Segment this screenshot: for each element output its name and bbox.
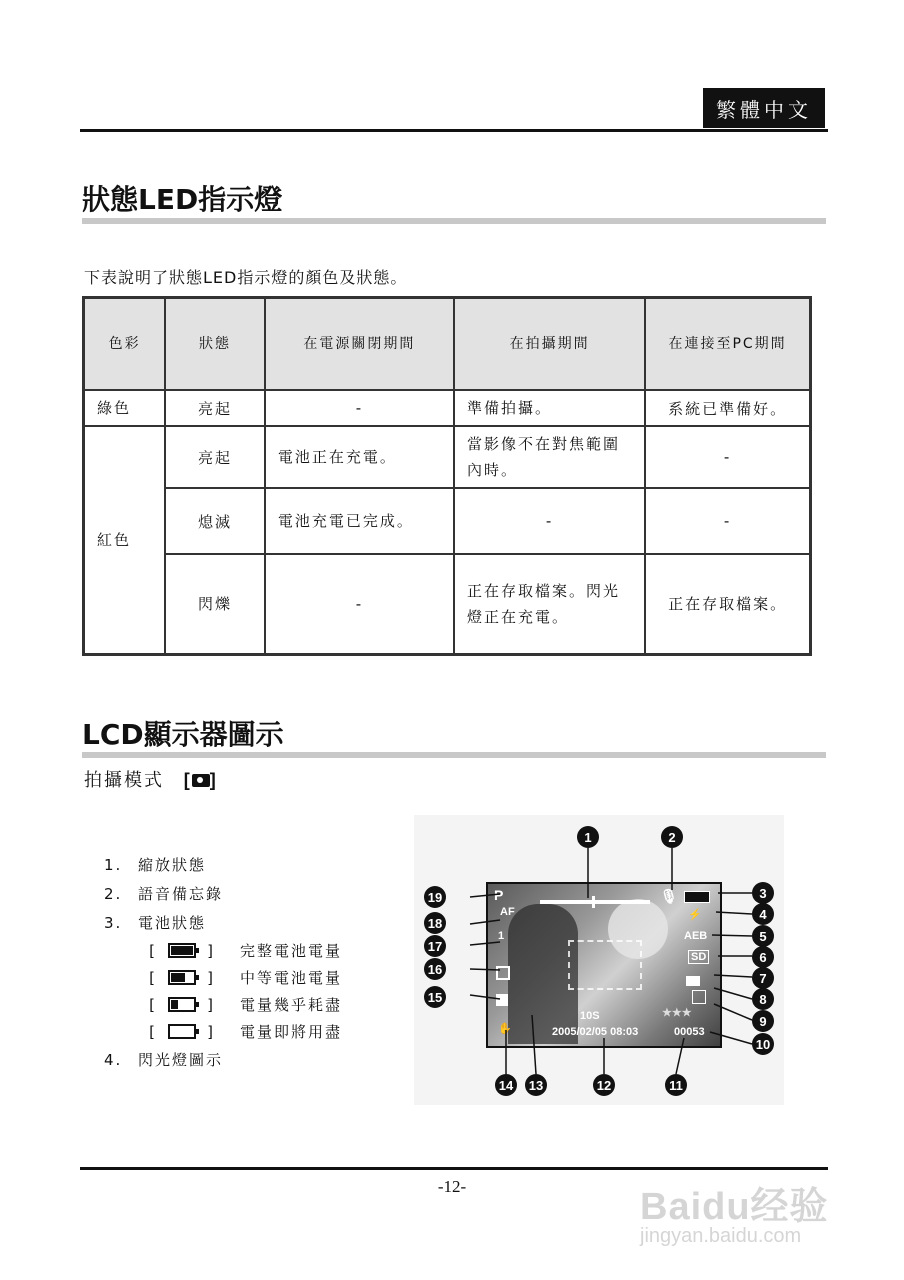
- led-status-table: [82, 296, 812, 656]
- battery-label: 完整電池電量: [240, 942, 343, 960]
- callout-15: 15: [424, 986, 446, 1008]
- af-indicator: AF: [500, 906, 515, 918]
- callout-16: 16: [424, 958, 446, 980]
- cell-power-off: 電池充電已完成。: [265, 488, 454, 554]
- table-row: [84, 554, 811, 654]
- battery-state-row: [104, 1018, 342, 1045]
- sd-card-icon: SD: [688, 950, 709, 964]
- capture-mode-subtitle: [84, 766, 218, 792]
- icon-list: [104, 850, 342, 1074]
- callout-2: 2: [661, 826, 683, 848]
- bracket: [: [149, 968, 157, 987]
- camera-icon: [192, 774, 210, 787]
- zoom-bar: [540, 900, 650, 904]
- callout-10: 10: [752, 1033, 774, 1055]
- list-label: 電池狀態: [138, 914, 207, 932]
- cell-pc: 系統已準備好。: [645, 390, 810, 426]
- header-color: 色彩: [84, 298, 166, 391]
- stabilizer-hand-icon: ✋: [498, 1023, 512, 1035]
- header-shooting: 在拍攝期間: [454, 298, 645, 391]
- cell-shooting: 準備拍攝。: [454, 390, 645, 426]
- cell-shooting: -: [454, 488, 645, 554]
- header-state: 狀態: [165, 298, 265, 391]
- cell-power-off: 電池正在充電。: [265, 426, 454, 488]
- callout-1: 1: [577, 826, 599, 848]
- lcd-section-title: LCD顯示器圖示: [82, 718, 284, 751]
- page-number: -12-: [437, 1177, 467, 1196]
- table-row: [84, 426, 811, 488]
- battery-label: 電量幾乎耗盡: [240, 996, 343, 1014]
- battery-low-icon: [168, 997, 196, 1012]
- bracket: ]: [207, 1022, 215, 1041]
- battery-full-icon: [168, 943, 196, 958]
- callout-8: 8: [752, 988, 774, 1010]
- callout-7: 7: [752, 967, 774, 989]
- list-item: [104, 1045, 342, 1074]
- white-balance-icon: [496, 994, 508, 1006]
- cell-pc: -: [645, 426, 810, 488]
- led-title-bar: [82, 218, 826, 224]
- table-row: [84, 390, 811, 426]
- cell-color-green: 綠色: [84, 390, 166, 426]
- callout-9: 9: [752, 1010, 774, 1032]
- bracket: ]: [207, 995, 215, 1014]
- quality-icon: [692, 990, 706, 1004]
- cell-shooting: 當影像不在對焦範圍內時。: [454, 426, 645, 488]
- battery-status-icon: [684, 891, 710, 903]
- callout-12: 12: [593, 1074, 615, 1096]
- bracket: [: [149, 941, 157, 960]
- list-label: 閃光燈圖示: [138, 1051, 224, 1069]
- callout-19: 19: [424, 886, 446, 908]
- battery-state-row: [104, 964, 342, 991]
- lcd-screen-photo: [486, 882, 722, 1048]
- callout-5: 5: [752, 925, 774, 947]
- header-pc: 在連接至PC期間: [645, 298, 810, 391]
- battery-label: 中等電池電量: [240, 969, 343, 987]
- cell-shooting: 正在存取檔案。閃光燈正在充電。: [454, 554, 645, 654]
- battery-state-row: [104, 991, 342, 1018]
- subtitle-bracket-open: [: [183, 770, 192, 790]
- list-item: [104, 850, 342, 879]
- table-row: [84, 488, 811, 554]
- cell-pc: -: [645, 488, 810, 554]
- bracket: [: [149, 1022, 157, 1041]
- list-num: 3.: [104, 913, 123, 932]
- bracket: ]: [207, 941, 215, 960]
- shot-counter: 00053: [674, 1026, 705, 1038]
- callout-3: 3: [752, 882, 774, 904]
- zoom-marker: [592, 896, 595, 908]
- callout-18: 18: [424, 912, 446, 934]
- list-num: 4.: [104, 1050, 123, 1069]
- cell-pc: 正在存取檔案。: [645, 554, 810, 654]
- callout-13: 13: [525, 1074, 547, 1096]
- header-rule: [80, 129, 828, 132]
- quality-stars: ★★★: [662, 1007, 692, 1019]
- bracket: ]: [207, 968, 215, 987]
- led-intro-text: 下表說明了狀態LED指示燈的顏色及狀態。: [84, 268, 408, 287]
- callout-11: 11: [665, 1074, 687, 1096]
- watermark-url: jingyan.baidu.com: [640, 1225, 802, 1247]
- list-label: 縮放狀態: [138, 856, 207, 874]
- subtitle-text: 拍攝模式: [84, 770, 164, 791]
- list-num: 1.: [104, 855, 123, 874]
- exposure-indicator: 1: [498, 930, 505, 942]
- header-power-off: 在電源關閉期間: [265, 298, 454, 391]
- flash-icon: ⚡: [688, 909, 702, 921]
- list-label: 語音備忘錄: [138, 885, 224, 903]
- watermark-logo: Baidu经验: [640, 1186, 829, 1228]
- led-section-title: 狀態LED指示燈: [82, 183, 283, 216]
- shots-left-indicator: 10S: [580, 1010, 600, 1022]
- aeb-indicator: AEB: [684, 930, 708, 942]
- cell-state: 閃爍: [165, 554, 265, 654]
- cell-state: 亮起: [165, 426, 265, 488]
- baidu-watermark: [640, 1160, 880, 1270]
- language-tab: 繁體中文: [703, 88, 825, 128]
- mode-indicator: P: [494, 887, 504, 903]
- list-item: [104, 879, 342, 908]
- battery-label: 電量即將用盡: [240, 1023, 343, 1041]
- focus-frame: [568, 940, 642, 990]
- cell-power-off: -: [265, 390, 454, 426]
- bracket: [: [149, 995, 157, 1014]
- cell-state: 亮起: [165, 390, 265, 426]
- voice-memo-icon: 🎙: [660, 888, 678, 904]
- list-num: 2.: [104, 884, 123, 903]
- metering-icon: [496, 966, 510, 980]
- battery-empty-icon: [168, 1024, 196, 1039]
- table-header-row: [84, 298, 811, 391]
- battery-medium-icon: [168, 970, 196, 985]
- cell-color-red: 紅色: [84, 426, 166, 654]
- battery-state-row: [104, 937, 342, 964]
- callout-6: 6: [752, 946, 774, 968]
- callout-17: 17: [424, 935, 446, 957]
- cell-state: 熄滅: [165, 488, 265, 554]
- lcd-title-bar: [82, 752, 826, 758]
- callout-4: 4: [752, 903, 774, 925]
- list-item: [104, 908, 342, 937]
- datetime-stamp: 2005/02/05 08:03: [552, 1026, 639, 1038]
- image-size-icon: [686, 976, 700, 986]
- cell-power-off: -: [265, 554, 454, 654]
- subtitle-bracket-close: ]: [209, 770, 218, 790]
- callout-14: 14: [495, 1074, 517, 1096]
